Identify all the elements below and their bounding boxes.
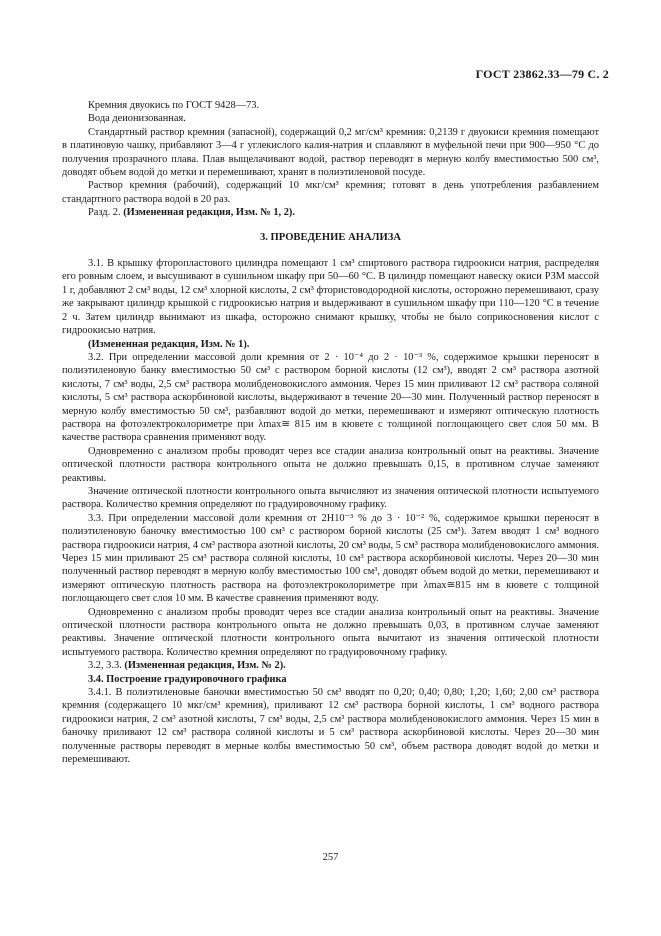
- amendment-note: (Измененная редакция, Изм. № 1, 2).: [123, 207, 295, 219]
- page-number: 257: [322, 852, 339, 863]
- amendment-note: 3.4. Построение градуировочного графика: [88, 673, 287, 685]
- section-heading: 3. ПРОВЕДЕНИЕ АНАЛИЗА: [259, 231, 402, 243]
- paragraph-text: 3.1. В крышку фторопластового цилиндра помещают 1 см³ спиртового раствора гидроокиси натрия, распределяя его ровным слоем, и высушивают в сушильном шкафу при 50—60 °С. В цилиндр помещают навеску окиси РЗМ массой 1 г, добавляют 2 см³ воды, 12 см³ хлорной кислоты, 2 см³ фтористоводородной кислоты, осторожно перемешивают, сразу же закрывают цилиндр крышкой с гидроокисью натрия и выдерживают в сушильном шкафу при 110—120 °С в течение 2 ч. Затем цилиндр вынимают из шкафа, осторожно снимают крышку, чтобы не было соприкосновения кислот с гидроокисью натрия.: [62, 258, 599, 337]
- paragraph-text: Раствор кремния (рабочий), содержащий 10 мкг/см³ кремния; готовят в день употребления разбавлением стандартного раствора водой в 20 раз.: [62, 180, 599, 205]
- paragraph-text: Кремния двуокись по ГОСТ 9428—73.: [88, 100, 260, 111]
- paragraph: [62, 351, 599, 445]
- paragraph: [62, 179, 599, 206]
- paragraph-text: 3.2, 3.3.: [88, 660, 125, 672]
- paragraph-text: Одновременно с анализом пробы проводят через все стадии анализа контрольный опыт на реактивы. Значение оптической плотности раствора контрольного опыта не должно превышать 0,03, в противном случае заменяют реактивы. Значение оптической плотности контрольного опыта вычитают из значения оптической плотности испытуемого раствора. Количество кремния определяют по градуировочному графику.: [62, 606, 599, 658]
- paragraph-text: Одновременно с анализом пробы проводят через все стадии анализа контрольный опыт на реактивы. Значение оптической плотности раствора контрольного опыта не должно превышать 0,15, в противном случае заменяют реактивы.: [62, 445, 599, 484]
- paragraph: [62, 206, 599, 219]
- page-header: ГОСТ 23862.33—79 С. 2: [475, 67, 609, 81]
- paragraph-text: Значение оптической плотности контрольного опыта вычисляют из значения оптической плотности испытуемого раствора. Количество кремния определяют по градуировочному графику.: [62, 485, 599, 511]
- paragraph: [62, 338, 599, 351]
- paragraph-text: 3.3. При определении массовой доли кремния от 2Н10⁻³ % до 3 · 10⁻² %, содержимое крышки переносят в полиэтиленовую баночку вместимостью 100 см³ с раствором борной кислоты (25 см³). Затем вводят 1 см³ водного раствора гидроокиси натрия, 4 см³ раствора азотной кислоты, 20 см³ воды, 5 см³ раствора молибденовокислого аммония. Через 15 мин приливают 25 см³ раствора соляной кислоты, 10 см³ раствора аскорбиновой кислоты. Через 20—30 мин полученный раствор переводят в мерную колбу вместимостью 100 см³, доводят объем водой до метки, перемешивают и измеряют оптическую плотность раствора на фотоэлектроколориметре при λmax≅815 нм в кювете с толщиной поглощающего свет слоя 10 мм. В качестве сравнения применяют воду.: [62, 512, 599, 605]
- paragraph: [62, 485, 599, 512]
- paragraph-text: Вода деионизованная.: [88, 113, 186, 125]
- paragraph: [62, 606, 599, 660]
- paragraph: [62, 445, 599, 485]
- paragraph: [62, 673, 599, 686]
- paragraph: [62, 686, 599, 766]
- paragraph-text: 3.4.1. В полиэтиленовые баночки вместимостью 50 см³ вводят по 0,20; 0,40; 0,80; 1,20; 1,60; 2,00 см³ раствора кремния (содержащего 10 мкг/см³ кремния), приливают 12 см³ раствора борной кислоты, 1 см³ водного раствора гидроокиси натрия, 2 см³ азотной кислоты, 7 см³ воды, 2,5 см³ раствора молибденовокислого аммония. Через 15 мин в баночку приливают 12 см³ раствора соляной кислоты и 5 см³ раствора аскорбиновой кислоты. Через 20—30 мин полученные растворы переводят в мерные колбы вместимостью 50 см³, объем раствора доводят водой до метки и перемешивают.: [62, 687, 599, 766]
- document-body: [62, 99, 599, 767]
- paragraph: [62, 257, 599, 337]
- paragraph: [62, 126, 599, 180]
- paragraph: [62, 659, 599, 672]
- paragraph: [62, 112, 599, 125]
- paragraph: [62, 99, 599, 112]
- paragraph-text: 3.2. При определении массовой доли кремния от 2 · 10⁻⁴ до 2 · 10⁻³ %, содержимое крышки переносят в полиэтиленовую банку вместимостью 50 см³ с раствором борной кислоты (12 см³), вводят 2 см³ раствора азотной кислоты, 7 см³ воды, 2,5 см³ раствора молибденовокислого аммония. Через 15 мин приливают 12 см³ раствора соляной кислоты, 5 см³ раствора аскорбиновой кислоты, выдерживают в течение 20—30 мин. Полученный раствор переносят в мерную колбу вместимостью 50 см³, разбавляют водой до метки, перемешивают и измеряют оптическую плотность раствора на фотоэлектроколориметре при λmax≅ 815 им в кювете с толщиной поглощающего свет слоя 50 мм. В качестве раствора сравнения применяют воду.: [62, 351, 599, 444]
- paragraph-text: Разд. 2.: [88, 207, 124, 219]
- paragraph: [62, 512, 599, 606]
- paragraph-text: Стандартный раствор кремния (запасной), содержащий 0,2 мг/см³ кремния: 0,2139 г двуокиси кремния помещают в платиновую чашку, прибавляют 3—4 г углекислого калия-натрия и сплавляют в муфельной печи при 900—950 °С до получения прозрачного плава. Плав выщелачивают водой, раствор переводят в мерную колбу вместимостью 500 см³, доводят объем водой до метки и перемешивают, хранят в полиэтиленовой посуде.: [62, 126, 599, 179]
- amendment-note: (Измененная редакция, Изм. № 1).: [88, 338, 250, 350]
- amendment-note: (Измененная редакция, Изм. № 2).: [124, 660, 286, 672]
